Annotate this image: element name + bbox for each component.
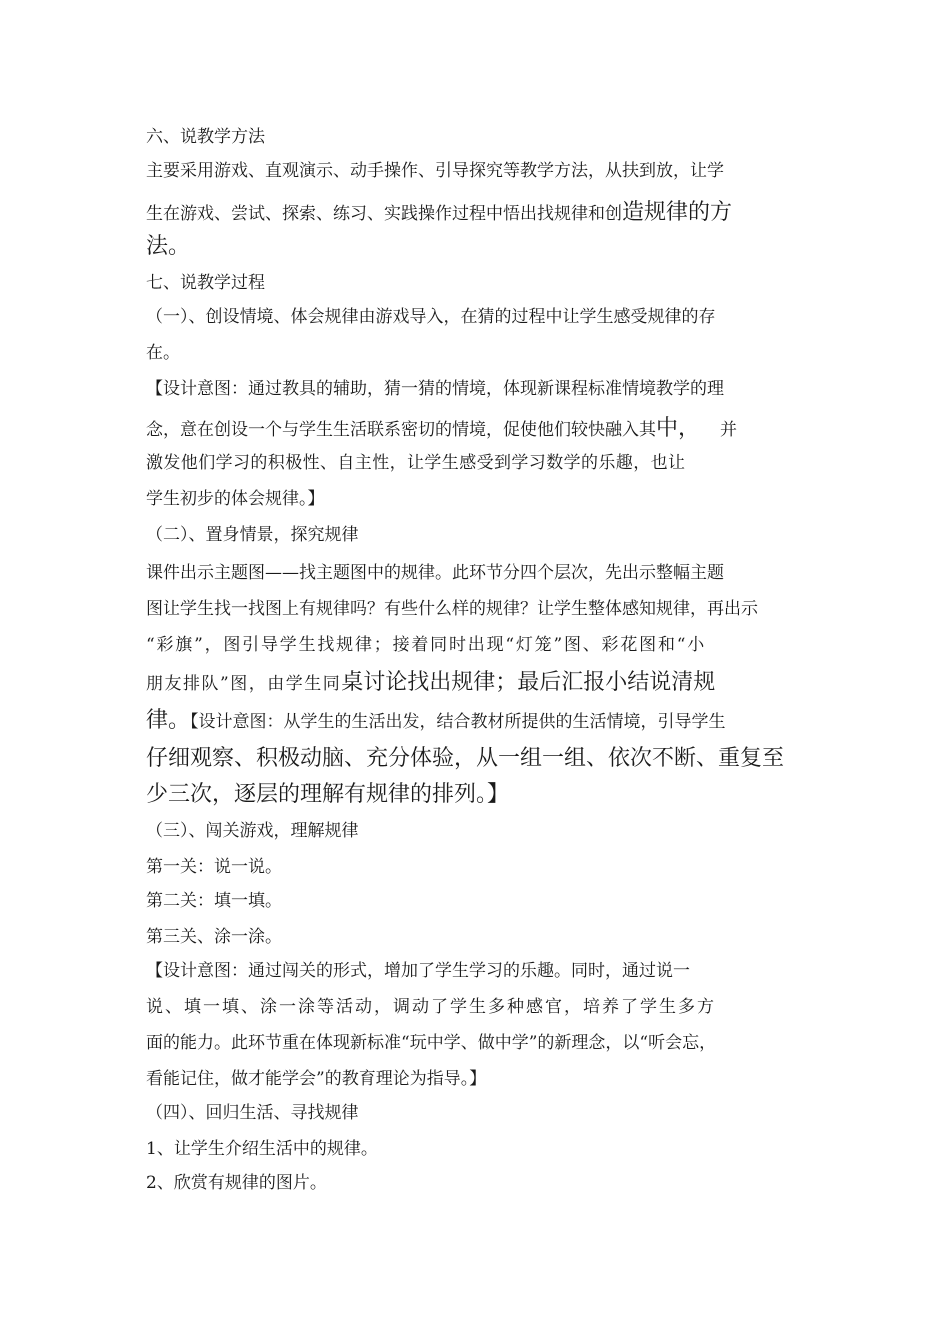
- design-intent-line: 激发他们学习的积极性、自主性，让学生感受到学习数学的乐趣，也让: [146, 453, 686, 473]
- section-heading-3: （三）、闯关游戏，理解规律: [146, 821, 359, 841]
- paragraph-line: [146, 198, 732, 228]
- list-item: 1、让学生介绍生活中的规律。: [146, 1139, 378, 1159]
- text-run-large: 中，: [656, 416, 701, 441]
- text-run: 念，意在创设一个与学生生活联系密切的情境，促使他们较快融入其: [146, 420, 656, 440]
- text-run: 生在游戏、尝试、探索、练习、实践操作过程中悟出找规律和创: [146, 204, 622, 224]
- design-intent-line: 说、填一填、涂一涂等活动，调动了学生多种感官，培养了学生多方: [146, 997, 716, 1017]
- paragraph-line: [146, 668, 715, 698]
- paragraph-line: “彩旗”，图引导学生找规律；接着同时出现“灯笼”图、彩花图和“小: [146, 635, 707, 655]
- design-intent-line: 看能记住，做才能学会”的教育理论为指导。】: [146, 1069, 487, 1089]
- section-heading-6: 六、说教学方法: [146, 127, 265, 147]
- text-run: 朋友排队”图，由学生同: [146, 674, 342, 694]
- section-heading-2: （二）、置身情景，探究规律: [146, 525, 359, 545]
- design-intent-line: 仔细观察、积极动脑、充分体验，从一组一组、依次不断、重复至: [146, 746, 785, 771]
- paragraph-line: 主要采用游戏、直观演示、动手操作、引导探究等教学方法，从扶到放，让学: [146, 161, 724, 181]
- paragraph-line: [146, 706, 726, 736]
- design-intent-line: 【设计意图：通过教具的辅助，猜一猜的情境，体现新课程标准情境教学的理: [146, 379, 724, 399]
- section-heading-4: （四）、回归生活、寻找规律: [146, 1103, 359, 1123]
- list-item: 第二关：填一填。: [146, 891, 282, 911]
- paragraph-line: （一）、创设情境、体会规律由游戏导入，在猜的过程中让学生感受规律的存: [146, 307, 716, 327]
- design-intent-line: 【设计意图：通过闯关的形式，增加了学生学习的乐趣。同时，通过说一: [146, 961, 690, 981]
- list-item: 2、欣赏有规律的图片。: [146, 1173, 327, 1193]
- design-intent-line: [146, 414, 737, 444]
- list-item: 第三关、涂一涂。: [146, 927, 282, 947]
- text-run-large: 桌讨论找出规律；最后汇报小结说清规: [341, 670, 716, 695]
- design-intent-line: 少三次，逐层的理解有规律的排列。】: [146, 782, 510, 807]
- paragraph-line: 图让学生找一找图上有规律吗？有些什么样的规律？让学生整体感知规律，再出示: [146, 599, 758, 619]
- text-run-large: 造规律的方: [622, 200, 733, 225]
- text-run: 【设计意图：从学生的生活出发，结合教材所提供的生活情境，引导学生: [190, 712, 726, 732]
- paragraph-line: 在。: [146, 343, 180, 363]
- list-item: 第一关：说一说。: [146, 857, 282, 877]
- text-run: 并: [720, 420, 738, 440]
- section-heading-7: 七、说教学过程: [146, 273, 265, 293]
- paragraph-line: 课件出示主题图——找主题图中的规律。此环节分四个层次，先出示整幅主题: [146, 563, 724, 583]
- paragraph-line: 法。: [146, 234, 191, 259]
- text-run-large: 律。: [146, 708, 191, 733]
- design-intent-line: 学生初步的体会规律。】: [146, 489, 325, 509]
- design-intent-line: 面的能力。此环节重在体现新标准“玩中学、做中学”的新理念，以“听会忘，: [146, 1033, 717, 1053]
